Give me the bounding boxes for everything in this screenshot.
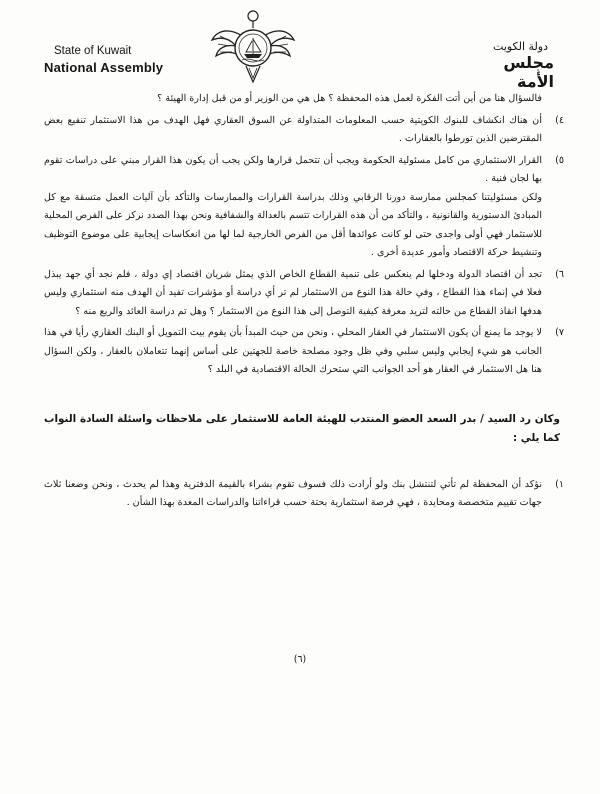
- item-text: أن هناك انكشاف للبنوك الكويتية حسب المعلومات المتداولة عن السوق العقاري فهل الهدف من هذا الاستثمار تنفيع بعض المقترضين الذين تورطوا بالعقارات .: [44, 114, 542, 144]
- header-english: [44, 45, 163, 75]
- document-body: [44, 90, 564, 513]
- page-number: (٦): [293, 654, 307, 665]
- item-6: [44, 266, 564, 322]
- item-4: [44, 112, 564, 149]
- kuwait-emblem-icon: [206, 6, 300, 86]
- header-ar-state: دولة الكويت: [493, 40, 548, 53]
- intro-paragraph: فالسؤال هنا من أين أتت الفكرة لعمل هذه المحفظة ؟ هل هي من الوزير أو من قبل إدارة الهيئة ؟: [157, 93, 542, 104]
- item-text: القرار الاستثماري من كامل مسئولية الحكومة ويجب أن تتحمل قرارها ولكن يجب أن يكون هذا القرار مبني على دراسات تقوم بها لجان فنية .: [44, 154, 542, 184]
- item-number: ٥): [555, 154, 564, 166]
- header-en-state: State of Kuwait: [54, 45, 132, 57]
- response-item-1: [44, 476, 564, 513]
- header-ar-assembly: مجلس الأمة: [503, 53, 554, 91]
- item-5-continuation: ولكن مسئوليتنا كمجلس ممارسة دورنا الرقابي وذلك بدراسة القرارات والممارسات والتأكد بأن آليات العمل متسقة مع كل المبادئ الدستورية والقانونية ، والتأكد من أن هذه القرارات تتسم بالعدالة والشفافية ونحن بهذا الصدد نركز على الفرص المحلية للاستثمار فهي أولى واجدى حتى لو كانت عوائدها أقل من الفرص الخارجية لما لها من انعكاسات إيجابية على موضوع التوظيف وتنشيط حركة الاقتصاد وأمور عديدة أخرى .: [44, 191, 542, 258]
- item-5: [44, 152, 564, 189]
- item-7: [44, 324, 564, 380]
- item-text: لا يوجد ما يمنع أن يكون الاستثمار في العقار المحلي ، ونحن من حيث المبدأ بأن يقوم بيت التمويل أو البنك العقاري رأيا في هذا الجانب هو شيء إيجابي وليس سلبي وفي ظل وجود مصلحة خاصة للجهتين على أساس إنهما تتعاملان بالعقار ، ولكن السؤال هنا هل الاستثمار في العقار هو أحد الجوانب التي ستحرك الحالة الاقتصادية في البلد ؟: [44, 327, 542, 375]
- response-heading: وكان رد السيد / بدر السعد العضو المنتدب للهيئة العامة للاستثمار على ملاحظات واسئلة السادة النواب كما يلي :: [44, 412, 560, 444]
- item-number: ٤): [555, 114, 564, 126]
- header-arabic: [464, 40, 554, 91]
- header-en-assembly: National Assembly: [44, 60, 164, 75]
- item-number: ٦): [555, 268, 564, 280]
- item-number: ١): [555, 478, 564, 490]
- item-text: نؤكد أن المحفظة لم تأتي لتنتشل بنك ولو أرادت ذلك فسوف تقوم بشراء بالقيمة الدفترية وهذا لم يحدث ، ونحن وضعنا ثلاث جهات تقييم متخصصة ومحايدة ، فهي فرصة استثمارية بحتة حسب قراءاتنا والدراسات المعدة بهذا الشأن .: [44, 478, 542, 508]
- item-text: تجد أن اقتصاد الدولة ودخلها لم ينعكس على تنمية القطاع الخاص الذي يمثل شريان اقتصاد إي دولة ، فلم نجد أي جهد يبذل فعلا في إنماء هذا القطاع ، وفي حالة هذا النوع من الاستثمار لم تر أي دراسة أو مؤشرات تفيد أن الهدف منه استثماري وليس هدفها انقاذ القطاع من حالته لتريد معرفة كيفية التوصل إلى هذا النوع من الاستثمار ؟ وهل تم دراسة العائد والريع منه ؟: [44, 268, 542, 317]
- item-number: ٧): [555, 327, 564, 338]
